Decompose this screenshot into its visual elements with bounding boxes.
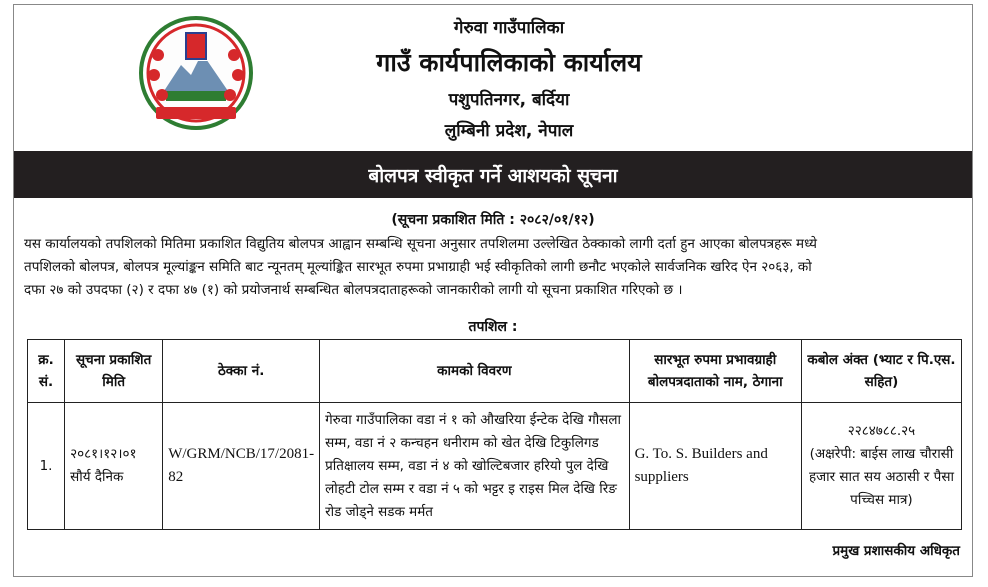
notice-paragraph	[24, 233, 969, 302]
table-row	[28, 403, 962, 530]
header-sn: क्र. सं.	[28, 340, 65, 403]
cell-sn: 1.	[28, 403, 65, 530]
newspaper-name: सौर्य दैनिक	[70, 469, 124, 485]
header-bidder: सारभूत रुपमा प्रभावग्राही बोलपत्रदाताको नाम, ठेगाना	[629, 340, 801, 403]
amount-words: (अक्षरेपी: बाईस लाख चौरासी हजार सात सय अठासी र पैसा पच्चिस मात्र)	[808, 446, 954, 508]
office-address: पशुपतिनगर, बर्दिया	[448, 90, 570, 110]
cell-contract-no: W/GRM/NCB/17/2081-82	[163, 403, 320, 530]
header-pub-date: सूचना प्रकाशित मिति	[65, 340, 163, 403]
paragraph-line: तपशिलको बोलपत्र, बोलपत्र मूल्यांङ्कन समिति बाट न्यूनतम् मूल्यांङ्कित सारभूत रुपमा प्रभाग्राही भई स्वीकृतिको लागी छनौट भएकोले सार्वजनिक खरिद ऐन २०६३, को	[24, 259, 812, 275]
office-name: गाउँ कार्यपालिकाको कार्यालय	[376, 48, 642, 77]
schedule-label: तपशिल :	[468, 319, 518, 335]
municipality-name: गेरुवा गाउँपालिका	[453, 18, 565, 38]
notice-title-banner	[14, 151, 972, 198]
office-province: लुम्बिनी प्रदेश, नेपाल	[444, 121, 574, 141]
header-contract-no: ठेक्का नं.	[163, 340, 320, 403]
publish-date: (सूचना प्रकाशित मिति : २०८२/०१/१२)	[391, 212, 595, 228]
table-header-row	[28, 340, 962, 403]
cell-bidder: G. To. S. Builders and suppliers	[629, 403, 801, 530]
notice-page	[13, 4, 973, 577]
signoff: प्रमुख प्रशासकीय अधिकृत	[832, 543, 960, 559]
schedule-table	[27, 339, 962, 530]
cell-pub-date	[65, 403, 163, 530]
amount-figure: २२८४७८८.२५	[847, 423, 916, 439]
header-amount: कबोल अंक्त (भ्याट र पि.एस. सहित)	[801, 340, 961, 403]
cell-amount	[801, 403, 961, 530]
header-description: कामको विवरण	[320, 340, 630, 403]
nepal-emblem-icon	[136, 13, 256, 133]
pub-date-value: २०८१।१२।०१	[70, 446, 137, 462]
paragraph-line: यस कार्यालयको तपशिलको मितिमा प्रकाशित विद्युतिय बोलपत्र आह्वान सम्बन्धि सूचना अनुसार तपशिलमा उल्लेखित ठेक्काको लागी दर्ता हुन आएका बोलपत्रहरू मध्ये	[24, 236, 818, 252]
cell-description: गेरुवा गाउँपालिका वडा नं १ को औखरिया ईन्टेक देखि गौसला सम्म, वडा नं २ कन्चहन धनीराम को खेत देखि टिकुलिगड प्रतिक्षालय सम्म, वडा नं ४ को खोल्टिबजार हरियो पुल देखि लोहटी टोल सम्म र वडा नं ५ को भट्टर इ राइस मिल देखि रिङ रोड जोड्ने सडक मर्मत	[320, 403, 630, 530]
paragraph-line: दफा २७ को उपदफा (२) र दफा ४७ (१) को प्रयोजनार्थ सम्बन्धित बोलपत्रदाताहरूको जानकारीको लागी यो सूचना प्रकाशित गरिएको छ ।	[24, 282, 683, 298]
notice-title: बोलपत्र स्वीकृत गर्ने आशयको सूचना	[368, 164, 618, 187]
